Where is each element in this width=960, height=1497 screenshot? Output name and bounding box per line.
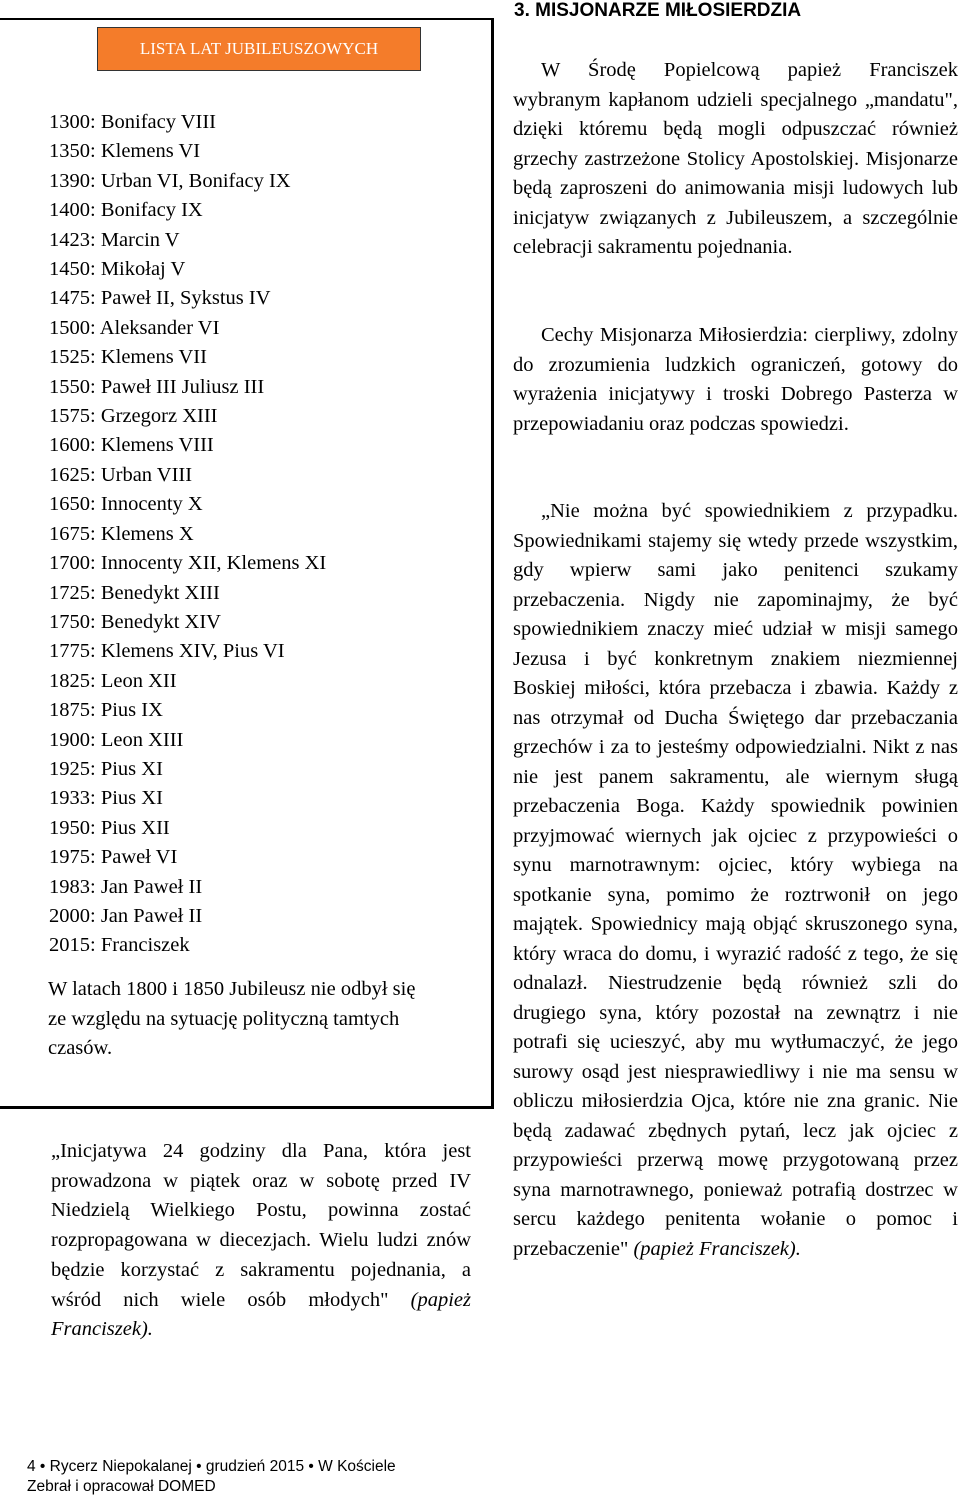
jubilee-year-item: 2015: Franciszek <box>49 934 190 957</box>
jubilee-year-item: 1550: Paweł III Juliusz III <box>49 375 265 398</box>
jubilee-year-item: 1975: Paweł VI <box>49 846 178 869</box>
jubilee-year-item: 1525: Klemens VII <box>49 346 207 369</box>
jubilee-year-item: 1825: Leon XII <box>49 669 177 692</box>
jubilee-year-item: 1600: Klemens VIII <box>49 434 214 457</box>
jubilee-year-item: 1700: Innocenty XII, Klemens XI <box>49 552 327 575</box>
jubilee-note: W latach 1800 i 1850 Jubileusz nie odbył się ze względu na sytuację polityczną tamtych czasów. <box>48 978 416 1059</box>
jubilee-year-item: 1725: Benedykt XIII <box>49 581 220 604</box>
jubilee-years-list <box>49 108 326 961</box>
jubilee-year-item: 1750: Benedykt XIV <box>49 610 221 633</box>
jubilee-year-item: 1950: Pius XII <box>49 816 170 839</box>
jubilee-year-item: 1300: Bonifacy VIII <box>49 111 217 133</box>
section-paragraph-3 <box>513 497 958 1264</box>
jubilee-year-item: 1925: Pius XI <box>49 757 163 780</box>
jubilee-year-item: 1775: Klemens XIV, Pius VI <box>49 640 285 663</box>
quote-block <box>51 1137 471 1345</box>
paragraph-3-text: „Nie można być spowiednikiem z przypadku. Spowiednikami stajemy się wtedy przede wszystkim, gdy wpierw sami jako penitenci szukamy przebaczenia. Nigdy nie zapominajmy, że być spowiednikiem znaczy mieć udział w misji samego Jezusa i być konkretnym znakiem niezmiennej Boskiej miłości, która przebacza i zbawia. Każdy z nas otrzymał od Ducha Świętego dar przebaczania grzechów i za to jesteśmy odpowiedzialni. Nikt z nas nie jest panem sakramentu, ale wiernym sługą przebaczenia Boga. Każdy spowiednik powinien przyjmować wiernych jak ojciec z przypowieści o synu marnotrawnym: ojciec, który wybiega na spotkanie syna, pomimo że roztrwonił on jego majątek. Spowiednicy mają objąć skruszonego syna, który wraca do domu, i wyrazić radość z tego, że się odnalazł. Niestrudzenie będą również szli do drugiego syna, który pozostał na zewnątrz i nie potrafi się ucieszyć, aby mu wytłumaczyć, że jego surowy osąd jest niesprawiedliwy i nie ma sensu w obliczu miłosierdzia Ojca, które nie zna granic. Nie będą zadawać zbędnych pytań, lecz jak ojciec z przypowieści przerwą mowę przygotowaną przez syna marnotrawnego, ponieważ potrafią dostrzec w sercu każdego penitenta wołanie o pomoc i przebaczenie" <box>513 500 958 1260</box>
jubilee-year-item: 1500: Aleksander VI <box>49 316 220 339</box>
quote-text: „Inicjatywa 24 godziny dla Pana, która jest prowadzona w piątek oraz w sobotę przed IV Niedzielą Wielkiego Postu, powinna zostać rozpropagowana w diecezjach. Wielu ludzi znów będzie korzystać z sakramentu pojednania, a wśród nich wiele osób młodych" <box>51 1140 471 1311</box>
paragraph-3-attribution: (papież Franciszek). <box>633 1237 801 1260</box>
jubilee-year-item: 1625: Urban VIII <box>49 463 193 486</box>
jubilee-year-item: 1390: Urban VI, Bonifacy IX <box>49 169 291 192</box>
quote-attribution: (papież Franciszek). <box>51 1288 471 1341</box>
jubilee-year-item: 1900: Leon XIII <box>49 728 184 751</box>
section-paragraph-1: W Środę Popielcową papież Franciszek wybranym kapłanom udzieli specjalnego „mandatu", dzięki któremu będą mogli odpuszczać również grzechy zastrzeżone Stolicy Apostolskiej. Misjonarze będą zaproszeni do animowania misji ludowych lub inicjatyw związanych z Jubileuszem, a szczególnie celebracji sakramentu pojednania. <box>513 59 958 258</box>
jubilee-year-item: 1475: Paweł II, Sykstus IV <box>49 287 271 310</box>
section-paragraph-2: Cechy Misjonarza Miłosierdzia: cierpliwy, zdolny do zrozumienia ludzkich ograniczeń, gotowy do wyrażenia inicjatywy i troski Dobrego Pasterza w przepowiadaniu oraz podczas spowiedzi. <box>513 324 958 435</box>
jubilee-year-item: 1575: Grzegorz XIII <box>49 405 218 428</box>
jubilee-year-item: 1350: Klemens VI <box>49 140 201 163</box>
jubilee-list-title: LISTA LAT JUBILEUSZOWYCH <box>97 27 421 71</box>
jubilee-year-item: 1650: Innocenty X <box>49 493 203 516</box>
jubilee-year-item: 1933: Pius XI <box>49 787 163 810</box>
jubilee-year-item: 1675: Klemens X <box>49 522 194 545</box>
jubilee-year-item: 1400: Bonifacy IX <box>49 199 203 222</box>
section-heading: 3. MISJONARZE MIŁOSIERDZIA <box>514 0 802 21</box>
footer-line-1: 4 • Rycerz Niepokalanej • grudzień 2015 • W Kościele <box>27 1458 396 1475</box>
jubilee-year-item: 2000: Jan Paweł II <box>49 904 203 927</box>
footer-line-2: Zebrał i opracował DOMED <box>27 1478 216 1495</box>
page-footer <box>27 1457 396 1497</box>
jubilee-year-item: 1423: Marcin V <box>49 228 180 251</box>
jubilee-year-item: 1875: Pius IX <box>49 699 163 722</box>
jubilee-year-item: 1450: Mikołaj V <box>49 258 186 281</box>
jubilee-year-item: 1983: Jan Paweł II <box>49 875 203 898</box>
